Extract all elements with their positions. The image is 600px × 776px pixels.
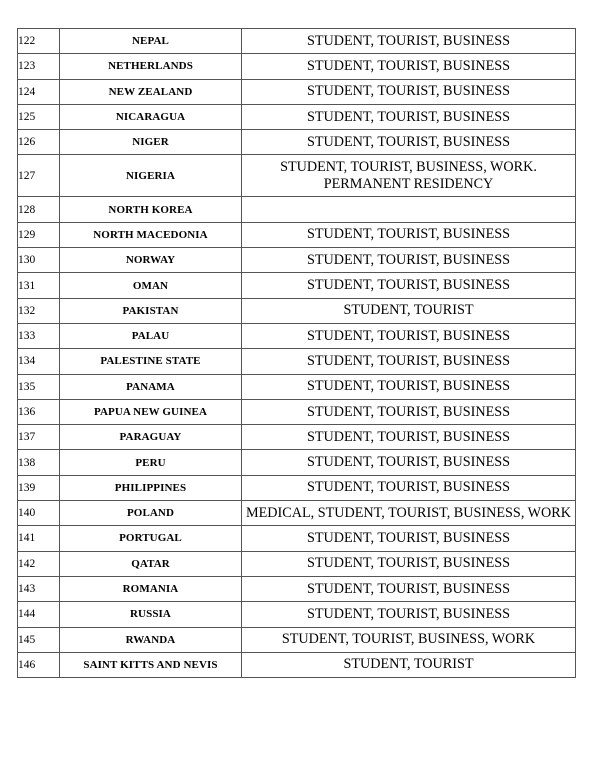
visa-types	[242, 652, 576, 677]
country-name: RWANDA	[60, 627, 242, 652]
country-name: NIGER	[60, 130, 242, 155]
country-name: PHILIPPINES	[60, 475, 242, 500]
table-body	[18, 29, 576, 678]
table-row	[18, 197, 576, 222]
table-row	[18, 29, 576, 54]
country-name: ROMANIA	[60, 576, 242, 601]
visa-types	[242, 602, 576, 627]
row-number: 139	[18, 475, 60, 500]
country-name: PANAMA	[60, 374, 242, 399]
row-number: 127	[18, 155, 60, 197]
visa-types	[242, 104, 576, 129]
visa-types	[242, 576, 576, 601]
visa-types-line: STUDENT, TOURIST, BUSINESS	[306, 479, 511, 496]
table-row	[18, 273, 576, 298]
row-number: 129	[18, 222, 60, 247]
visa-types-line: STUDENT, TOURIST, BUSINESS	[306, 83, 511, 100]
table-row	[18, 155, 576, 197]
country-name: NEW ZEALAND	[60, 79, 242, 104]
visa-types-line: STUDENT, TOURIST	[343, 302, 474, 319]
visa-types-line: STUDENT, TOURIST, BUSINESS	[306, 108, 511, 125]
country-name: PAPUA NEW GUINEA	[60, 399, 242, 424]
visa-types	[242, 79, 576, 104]
country-visa-table	[17, 28, 576, 678]
table-row	[18, 627, 576, 652]
row-number: 128	[18, 197, 60, 222]
country-name: PERU	[60, 450, 242, 475]
country-name: NEPAL	[60, 29, 242, 54]
visa-types	[242, 501, 576, 526]
visa-types	[242, 349, 576, 374]
visa-types-line: STUDENT, TOURIST, BUSINESS	[306, 277, 511, 294]
table-row	[18, 425, 576, 450]
visa-types-line: STUDENT, TOURIST, BUSINESS	[306, 251, 511, 268]
visa-types-line: STUDENT, TOURIST, BUSINESS	[306, 403, 511, 420]
table-row	[18, 54, 576, 79]
visa-types-line: PERMANENT RESIDENCY	[323, 175, 494, 192]
row-number: 126	[18, 130, 60, 155]
row-number: 124	[18, 79, 60, 104]
country-name: PAKISTAN	[60, 298, 242, 323]
visa-types	[242, 399, 576, 424]
table-row	[18, 576, 576, 601]
table-row	[18, 298, 576, 323]
visa-types	[242, 273, 576, 298]
visa-types	[242, 425, 576, 450]
row-number: 142	[18, 551, 60, 576]
country-name: PORTUGAL	[60, 526, 242, 551]
visa-types	[242, 298, 576, 323]
row-number: 135	[18, 374, 60, 399]
row-number: 140	[18, 501, 60, 526]
country-name: PARAGUAY	[60, 425, 242, 450]
visa-types-line: STUDENT, TOURIST, BUSINESS	[306, 555, 511, 572]
table-row	[18, 349, 576, 374]
table-row	[18, 652, 576, 677]
visa-types-line: STUDENT, TOURIST, BUSINESS	[306, 352, 511, 369]
visa-types-line: STUDENT, TOURIST, BUSINESS	[306, 327, 511, 344]
table-row	[18, 374, 576, 399]
country-name: POLAND	[60, 501, 242, 526]
visa-types	[242, 551, 576, 576]
visa-types	[242, 54, 576, 79]
visa-types-line: STUDENT, TOURIST, BUSINESS	[306, 529, 511, 546]
visa-types-line: STUDENT, TOURIST, BUSINESS	[306, 428, 511, 445]
country-name: SAINT KITTS AND NEVIS	[60, 652, 242, 677]
table-row	[18, 248, 576, 273]
country-name: OMAN	[60, 273, 242, 298]
visa-types	[242, 475, 576, 500]
visa-types	[242, 130, 576, 155]
visa-types-line: STUDENT, TOURIST, BUSINESS	[306, 133, 511, 150]
visa-types	[242, 374, 576, 399]
row-number: 146	[18, 652, 60, 677]
visa-types	[242, 627, 576, 652]
table-row	[18, 602, 576, 627]
visa-types	[242, 155, 576, 197]
country-name: NETHERLANDS	[60, 54, 242, 79]
table-row	[18, 475, 576, 500]
row-number: 130	[18, 248, 60, 273]
table-row	[18, 323, 576, 348]
table-row	[18, 450, 576, 475]
row-number: 141	[18, 526, 60, 551]
visa-types	[242, 29, 576, 54]
row-number: 145	[18, 627, 60, 652]
row-number: 144	[18, 602, 60, 627]
row-number: 134	[18, 349, 60, 374]
row-number: 137	[18, 425, 60, 450]
country-name: NICARAGUA	[60, 104, 242, 129]
visa-types	[242, 323, 576, 348]
visa-types	[242, 248, 576, 273]
row-number: 131	[18, 273, 60, 298]
visa-types-line: STUDENT, TOURIST, BUSINESS	[306, 454, 511, 471]
country-name: QATAR	[60, 551, 242, 576]
country-name: NORTH KOREA	[60, 197, 242, 222]
visa-types-line: STUDENT, TOURIST, BUSINESS	[306, 57, 511, 74]
country-name: PALESTINE STATE	[60, 349, 242, 374]
table-row	[18, 104, 576, 129]
country-name: NORWAY	[60, 248, 242, 273]
country-name: RUSSIA	[60, 602, 242, 627]
row-number: 138	[18, 450, 60, 475]
visa-types-line: STUDENT, TOURIST, BUSINESS	[306, 580, 511, 597]
visa-types	[242, 222, 576, 247]
row-number: 143	[18, 576, 60, 601]
visa-types	[242, 197, 576, 222]
visa-types-line: STUDENT, TOURIST, BUSINESS	[306, 32, 511, 49]
row-number: 122	[18, 29, 60, 54]
country-name: PALAU	[60, 323, 242, 348]
visa-types	[242, 526, 576, 551]
table-row	[18, 526, 576, 551]
visa-types-line: STUDENT, TOURIST, BUSINESS, WORK.	[280, 158, 537, 175]
row-number: 123	[18, 54, 60, 79]
table-row	[18, 399, 576, 424]
row-number: 125	[18, 104, 60, 129]
visa-types	[242, 450, 576, 475]
table-row	[18, 130, 576, 155]
visa-types-line: STUDENT, TOURIST	[343, 656, 474, 673]
row-number: 132	[18, 298, 60, 323]
table-row	[18, 551, 576, 576]
country-name: NORTH MACEDONIA	[60, 222, 242, 247]
row-number: 133	[18, 323, 60, 348]
visa-types-line: STUDENT, TOURIST, BUSINESS, WORK	[281, 631, 536, 648]
country-name: NIGERIA	[60, 155, 242, 197]
visa-types-line: MEDICAL, STUDENT, TOURIST, BUSINESS, WORK	[245, 504, 571, 521]
row-number: 136	[18, 399, 60, 424]
table-row	[18, 222, 576, 247]
table-row	[18, 79, 576, 104]
visa-types-line: STUDENT, TOURIST, BUSINESS	[306, 605, 511, 622]
visa-types-line: STUDENT, TOURIST, BUSINESS	[306, 378, 511, 395]
visa-types-line: STUDENT, TOURIST, BUSINESS	[306, 226, 511, 243]
table-row	[18, 501, 576, 526]
